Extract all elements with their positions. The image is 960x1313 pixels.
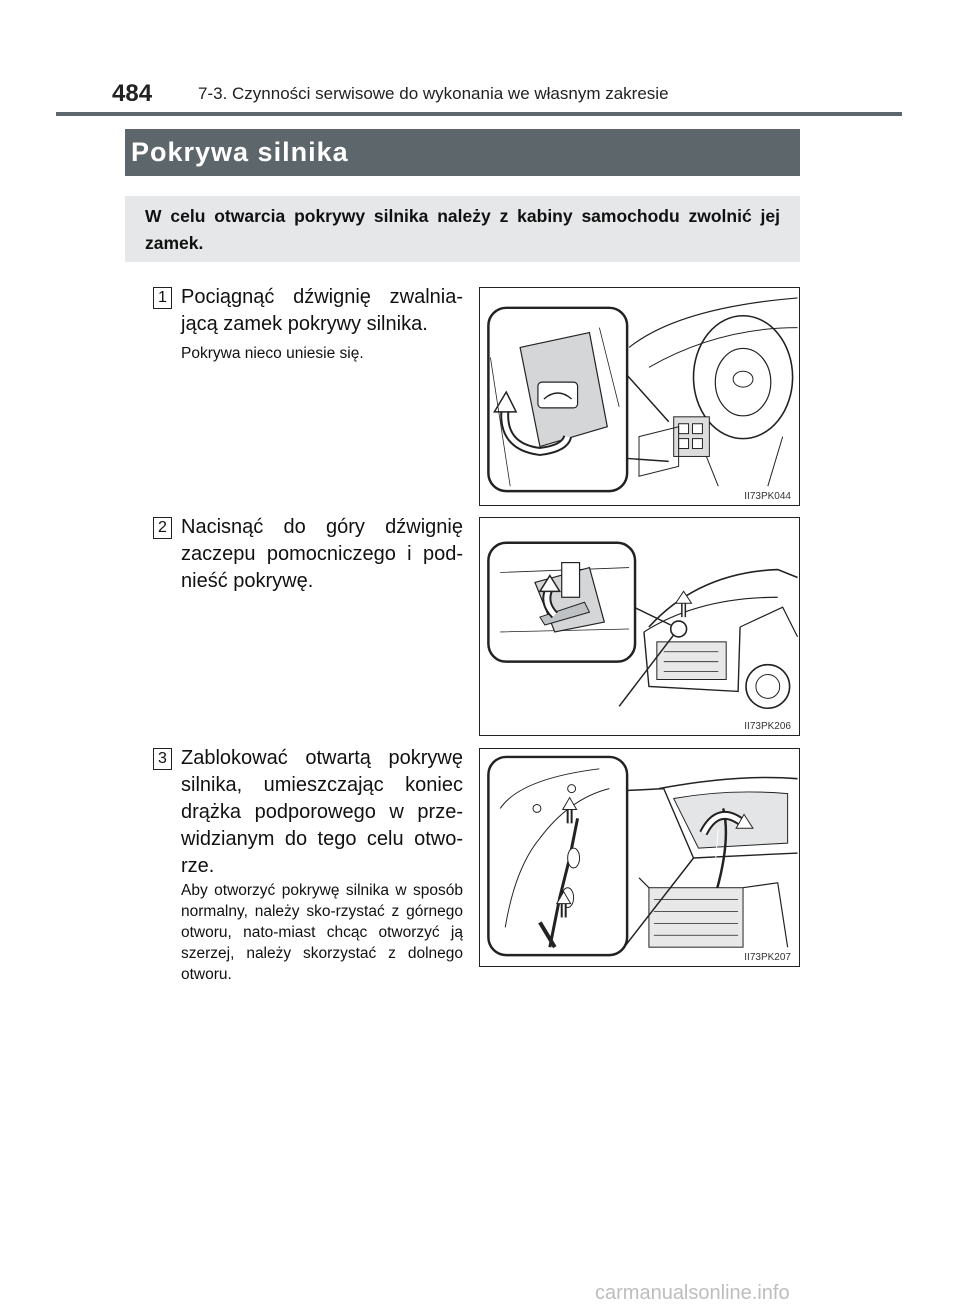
support-rod-illustration [480, 749, 799, 966]
watermark-text: carmanualsonline.info [595, 1282, 790, 1304]
step-1-figure [479, 287, 800, 506]
hood-release-lever-illustration [480, 288, 799, 505]
step-2-text: Nacisnąć do góry dźwignię zaczepu pomocniczego i pod-nieść pokrywę. [181, 516, 463, 592]
step-3-number: 3 [153, 748, 172, 770]
header-rule [56, 112, 902, 116]
step-1-text: Pociągnąć dźwignię zwalnia-jącą zamek pokrywy silnika. [181, 286, 463, 335]
section-title: Pokrywa silnika [125, 129, 800, 176]
auxiliary-catch-illustration [480, 518, 799, 735]
intro-box: W celu otwarcia pokrywy silnika należy z kabiny samochodu zwolnić jej zamek. [125, 196, 800, 262]
step-1-figure-code: II73PK044 [744, 491, 791, 502]
step-3-figure-code: II73PK207 [744, 952, 791, 963]
step-3-note: Aby otworzyć pokrywę silnika w sposób normalny, należy sko-rzystać z górnego otworu, nato-miast chcąc otworzyć ją szerzej, należy skorzystać z dolnego otworu. [181, 882, 463, 983]
step-1-note: Pokrywa nieco uniesie się. [181, 345, 364, 362]
step-2-figure-code: II73PK206 [744, 721, 791, 732]
chapter-title: 7-3. Czynności serwisowe do wykonania we własnym zakresie [198, 84, 669, 103]
step-3-text: Zablokować otwartą pokrywę silnika, umieszczając koniec drążka podporowego w prze-widzianym do tego celu otwo-rze. [181, 747, 463, 877]
step-3-figure [479, 748, 800, 967]
step-2-number: 2 [153, 517, 172, 539]
step-2-figure [479, 517, 800, 736]
step-1-number: 1 [153, 287, 172, 309]
page-number: 484 [112, 80, 153, 107]
